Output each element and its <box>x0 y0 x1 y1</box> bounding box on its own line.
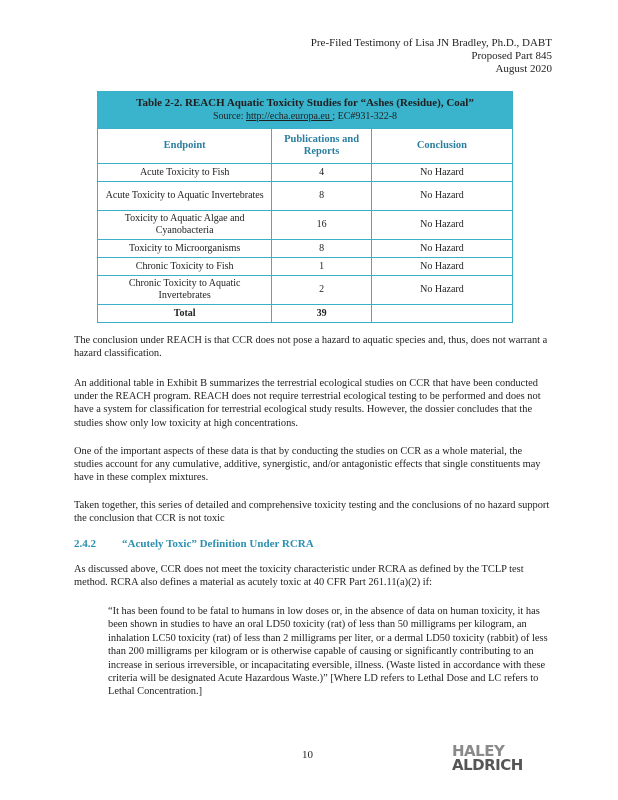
total-value: 39 <box>272 305 372 323</box>
paragraph-rcra <box>74 563 552 589</box>
logo-line-1: HALEY <box>452 742 505 760</box>
total-empty-cell <box>371 305 512 323</box>
source-suffix: ; EC#931-322-8 <box>332 111 398 122</box>
page-number: 10 <box>302 749 313 761</box>
paragraph-text: An additional table in Exhibit B summarizes the terrestrial ecological studies on CCR that have been conducted under the REACH program. REACH does not require terrestrial ecological testing to be performed and does not have a system for classification for terrestrial ecological study results. However, the dossier concludes that the studies show only low toxicity at high concentrations. <box>74 378 541 429</box>
table-caption <box>98 92 513 129</box>
table-row <box>98 182 513 211</box>
total-label: Total <box>98 305 272 323</box>
header-date-line: August 2020 <box>495 63 552 75</box>
count-cell: 4 <box>272 164 372 182</box>
section-title: “Acutely Toxic” Definition Under RCRA <box>122 538 314 550</box>
count-cell: 1 <box>272 258 372 276</box>
column-header-conclusion: Conclusion <box>371 129 512 164</box>
endpoint-cell: Acute Toxicity to Fish <box>98 164 272 182</box>
source-prefix: Source: <box>212 111 246 122</box>
table-title: Table 2-2. REACH Aquatic Toxicity Studies for “Ashes (Residue), Coal” <box>136 97 474 109</box>
header-author-line: Pre-Filed Testimony of Lisa JN Bradley, Ph.D., DABT <box>310 37 552 49</box>
haley-aldrich-logo <box>452 744 523 772</box>
table-row <box>98 240 513 258</box>
count-cell: 8 <box>272 182 372 211</box>
count-cell: 16 <box>272 211 372 240</box>
aquatic-toxicity-table <box>97 91 513 323</box>
running-header <box>311 37 552 76</box>
table-row <box>98 258 513 276</box>
endpoint-cell: Chronic Toxicity to Aquatic Invertebrates <box>98 276 272 305</box>
conclusion-cell: No Hazard <box>371 240 512 258</box>
endpoint-cell: Toxicity to Microorganisms <box>98 240 272 258</box>
conclusion-cell: No Hazard <box>371 211 512 240</box>
paragraph-reach-conclusion <box>74 334 552 360</box>
table-caption-row <box>98 92 513 129</box>
quote-text: “It has been found to be fatal to humans in low doses or, in the absence of data on human toxicity, it has been shown in studies to have an oral LD50 toxicity (rat) of less than 50 milligrams per kilogram, an inhalation LC50 toxicity (rat) of less than 2 milligrams per liter, or a dermal LD50 toxicity (rabbit) of less than 200 milligrams per kilogram or is otherwise capable of causing or significantly contributing to an increase in serious irreversible, or incapacitating eversible, illness. (Waste listed in accordance with these criteria will be designated Acute Hazardous Waste.)” [Where LD refers to Lethal Dose and LC refers to Lethal Concentration.] <box>108 606 548 698</box>
count-cell: 8 <box>272 240 372 258</box>
paragraph-text: One of the important aspects of these data is that by conducting the studies on CCR as a whole material, the studies account for any cumulative, additive, synergistic, and/or antagonistic effects that single constituents may have in these complex mixtures. <box>74 446 541 484</box>
count-cell: 2 <box>272 276 372 305</box>
paragraph-taken-together <box>74 499 552 525</box>
conclusion-cell: No Hazard <box>371 182 512 211</box>
section-heading <box>74 538 314 550</box>
paragraph-text: Taken together, this series of detailed and comprehensive toxicity testing and the conclusions of no hazard support the conclusion that CCR is not toxic <box>74 500 550 525</box>
logo-line-2: ALDRICH <box>452 756 523 774</box>
table-row <box>98 164 513 182</box>
paragraph-terrestrial <box>74 377 552 430</box>
endpoint-cell: Toxicity to Aquatic Algae and Cyanobacteria <box>98 211 272 240</box>
endpoint-cell: Chronic Toxicity to Fish <box>98 258 272 276</box>
column-header-row <box>98 129 513 164</box>
section-number: 2.4.2 <box>74 538 96 550</box>
conclusion-cell: No Hazard <box>371 276 512 305</box>
column-header-publications: Publications and Reports <box>272 129 372 164</box>
table-row <box>98 211 513 240</box>
regulatory-quote <box>108 605 548 699</box>
table-row <box>98 276 513 305</box>
total-row <box>98 305 513 323</box>
column-header-endpoint: Endpoint <box>98 129 272 164</box>
conclusion-cell: No Hazard <box>371 164 512 182</box>
paragraph-whole-material <box>74 445 552 485</box>
header-part-line: Proposed Part 845 <box>471 50 552 62</box>
paragraph-text: The conclusion under REACH is that CCR does not pose a hazard to aquatic species and, thus, does not warrant a hazard classification. <box>74 335 548 360</box>
endpoint-cell: Acute Toxicity to Aquatic Invertebrates <box>98 182 272 211</box>
paragraph-text: As discussed above, CCR does not meet the toxicity characteristic under RCRA as defined by the TCLP test method. RCRA also defines a material as acutely toxic at 40 CFR Part 261.11(a)(2) if: <box>74 564 524 589</box>
conclusion-cell: No Hazard <box>371 258 512 276</box>
table-source <box>98 110 512 123</box>
source-link[interactable]: http://echa.europa.eu <box>245 111 333 122</box>
